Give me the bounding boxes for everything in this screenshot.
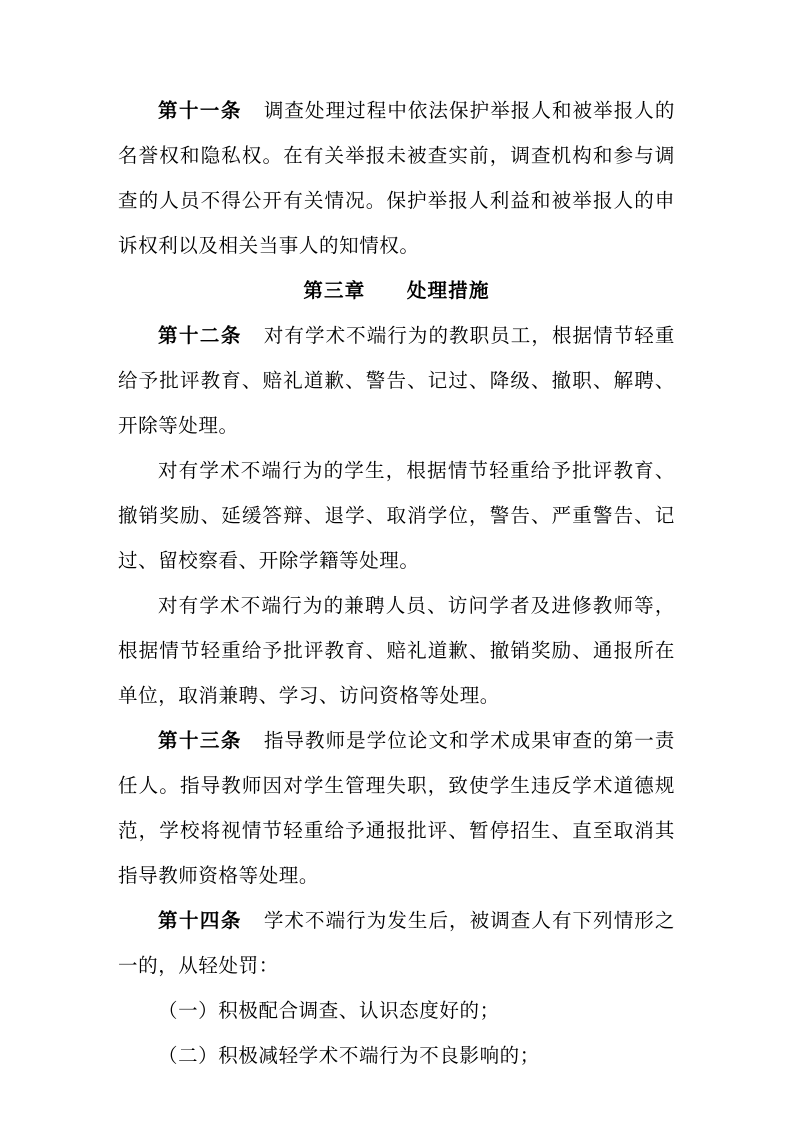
paragraph-article-12-p3: 对有学术不端行为的兼聘人员、访问学者及进修教师等，根据情节轻重给予批评教育、赔礼道歉、撤销奖励、通报所在单位，取消兼聘、学习、访问资格等处理。 <box>118 594 675 707</box>
article-text-12: 对有学术不端行为的教职员工，根据情节轻重给予批评教育、赔礼道歉、警告、记过、降级、撤职、解聘、开除等处理。 <box>118 324 675 437</box>
paragraph-article-12-p2: 对有学术不端行为的学生，根据情节轻重给予批评教育、撤销奖励、延缓答辩、退学、取消学位，警告、严重警告、记过、留校察看、开除学籍等处理。 <box>118 459 675 572</box>
paragraph-article-12 <box>118 313 675 448</box>
article-text-11: 调查处理过程中依法保护举报人和被举报人的名誉权和隐私权。在有关举报未被查实前，调查机构和参与调查的人员不得公开有关情况。保护举报人利益和被举报人的申诉权利以及相关当事人的知情权。 <box>118 99 675 257</box>
article-label-14: 第十四条 <box>157 909 242 932</box>
article-label-11: 第十一条 <box>157 99 242 122</box>
paragraph-article-13 <box>118 718 675 898</box>
article-text-14: 学术不端行为发生后，被调查人有下列情形之一的，从轻处罚： <box>118 909 675 977</box>
chapter-heading-3: 第三章 处理措施 <box>303 279 490 302</box>
paragraph-article-14-item-2: （二）积极减轻学术不端行为不良影响的； <box>157 1044 540 1067</box>
paragraph-article-11 <box>118 88 675 268</box>
article-label-12: 第十二条 <box>157 324 242 347</box>
article-text-13: 指导教师是学位论文和学术成果审查的第一责任人。指导教师因对学生管理失职，致使学生违反学术道德规范，学校将视情节轻重给予通报批评、暂停招生、直至取消其指导教师资格等处理。 <box>118 729 675 887</box>
paragraph-article-14-item-1: （一）积极配合调查、认识态度好的； <box>157 999 500 1022</box>
document-body <box>118 88 675 1078</box>
article-label-13: 第十三条 <box>157 729 242 752</box>
paragraph-article-14 <box>118 898 675 988</box>
